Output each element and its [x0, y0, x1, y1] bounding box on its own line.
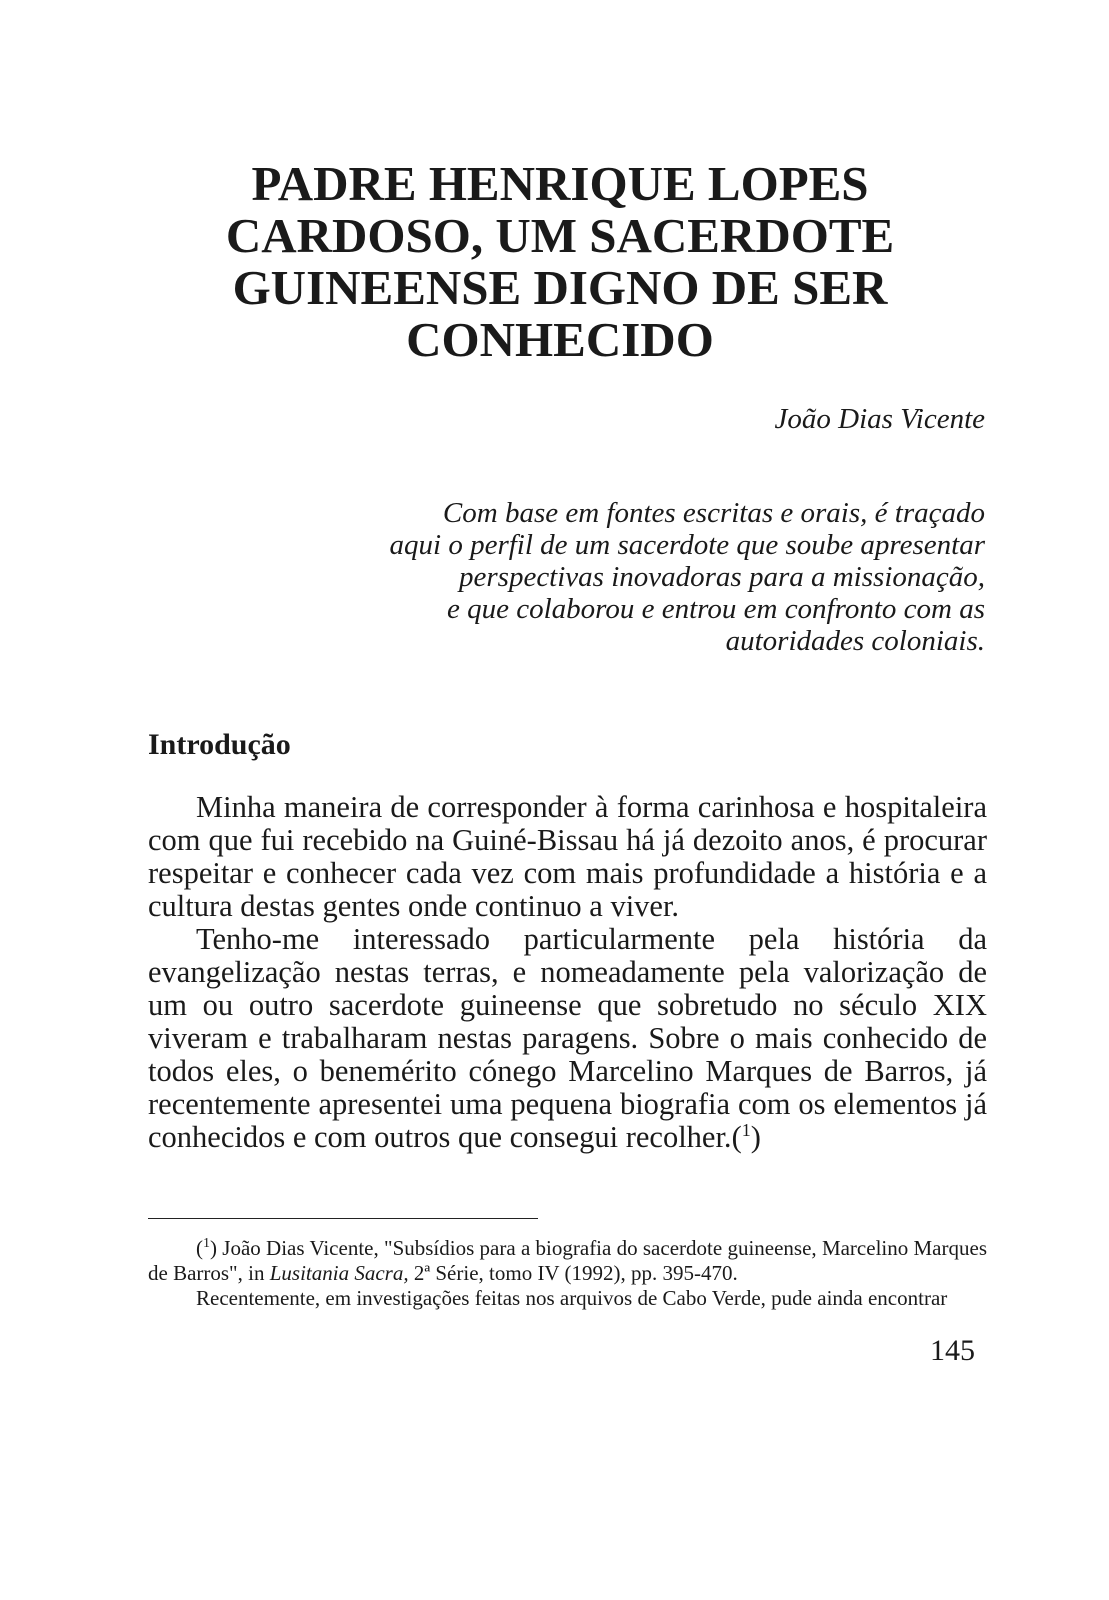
footnote-1-open: ( — [196, 1236, 203, 1260]
article-title — [150, 158, 970, 366]
footnote-divider — [148, 1218, 538, 1219]
abstract-line-4: e que colaborou e entrou em confronto com as — [446, 593, 985, 625]
abstract-line-2: aqui o perfil de um sacerdote que soube apresentar — [389, 529, 985, 561]
footnote-ref-close: ) — [750, 1120, 761, 1154]
footnote-1-text: João Dias Vicente, "Subsídios para a biografia do sacerdote guineense, Marcelino Marques de Barros", in — [148, 1236, 987, 1285]
abstract-line-3: perspectivas inovadoras para a missionação, — [459, 561, 985, 593]
abstract — [285, 497, 985, 657]
title-line-2: CARDOSO, UM SACERDOTE — [225, 208, 895, 263]
abstract-line-1: Com base em fontes escritas e orais, é traçado — [442, 497, 985, 529]
title-line-4: CONHECIDO — [406, 312, 714, 367]
footnote-1-journal: Lusitania Sacra, — [269, 1261, 409, 1285]
footnote-ref-open: ( — [731, 1120, 742, 1154]
footnote-2 — [148, 1286, 987, 1311]
paragraph-1 — [148, 791, 987, 923]
title-line-3: GUINEENSE DIGNO DE SER — [232, 260, 888, 315]
footnote-1-mark: 1 — [203, 1236, 210, 1251]
paragraph-1-text: Minha maneira de corresponder à forma carinhosa e hospitaleira com que fui recebido na Guiné-Bissau há já dezoito anos, é procurar respeitar e conhecer cada vez com mais profundidade a história e a cultura destas gentes onde continuo a viver. — [148, 790, 987, 923]
paragraph-2 — [148, 923, 987, 1154]
author-name: João Dias Vicente — [774, 403, 985, 435]
paragraph-2-text: Tenho-me interessado particularmente pela história da evangelização nestas terras, e nomeadamente pela valorização de um ou outro sacerdote guineense que sobretudo no século XIX viveram e trabalharam nestas paragens. Sobre o mais conhecido de todos eles, o benemérito cónego Marcelino Marques de Barros, já recentemente apresentei uma pequena biografia com os elementos já conhecidos e com outros que consegui recolher. — [148, 922, 987, 1154]
footnote-1 — [148, 1236, 987, 1286]
footnote-reference-1[interactable]: 1 — [741, 1119, 751, 1140]
abstract-line-5: autoridades coloniais. — [725, 625, 985, 657]
footnote-2-text: Recentemente, em investigações feitas nos arquivos de Cabo Verde, pude ainda encontrar — [196, 1286, 948, 1310]
footnotes — [148, 1236, 987, 1311]
footnote-1-tail: 2ª Série, tomo IV (1992), pp. 395-470. — [413, 1261, 738, 1285]
body-text — [148, 791, 987, 1154]
footnote-1-close: ) — [210, 1236, 217, 1260]
title-line-1: PADRE HENRIQUE LOPES — [251, 156, 869, 211]
section-heading-introducao: Introdução — [148, 728, 291, 761]
page-number: 145 — [930, 1334, 975, 1367]
